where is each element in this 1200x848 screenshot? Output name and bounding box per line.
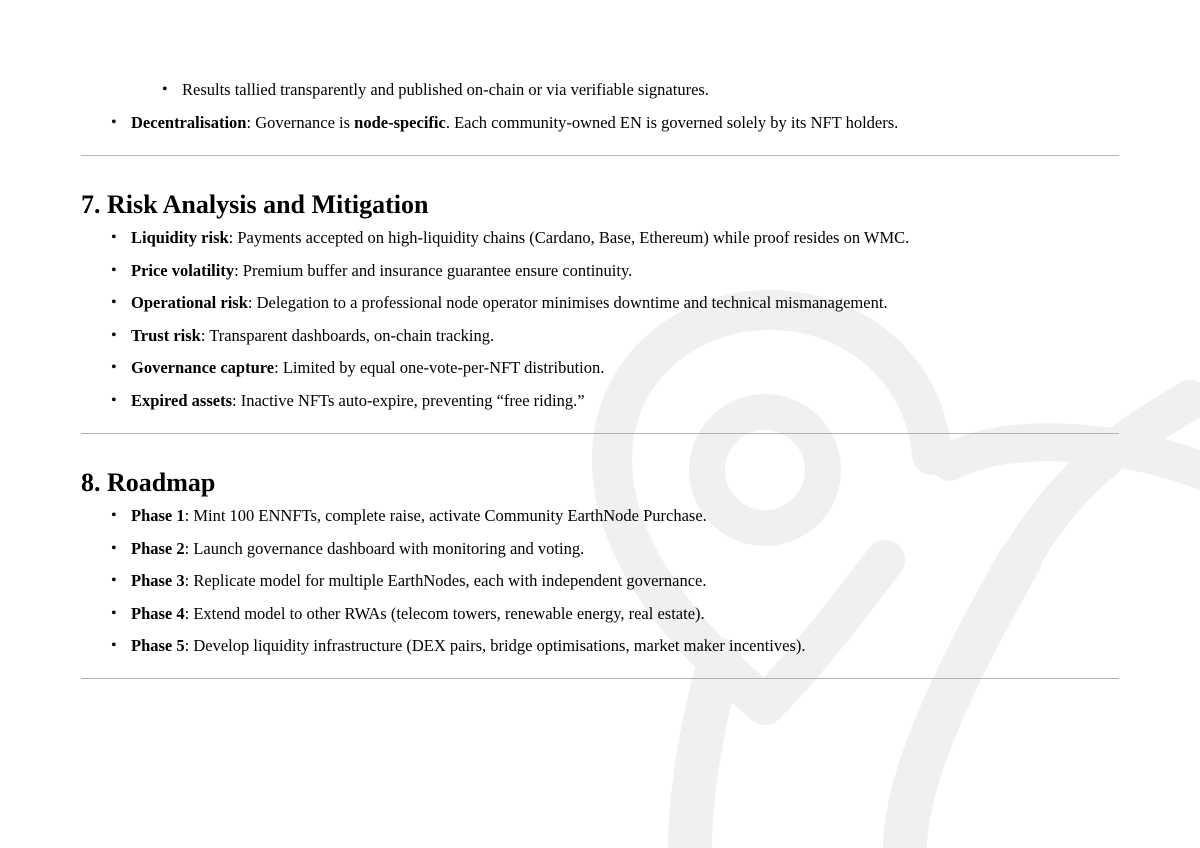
list-item-text: : Limited by equal one-vote-per-NFT distribution. — [274, 358, 605, 377]
list-item-text: : Premium buffer and insurance guarantee ensure continuity. — [234, 260, 633, 280]
risk-list — [131, 228, 909, 423]
list-item-text: : Transparent dashboards, on-chain tracking. — [200, 325, 495, 345]
list-item — [131, 636, 806, 656]
list-item-term: Operational risk — [131, 293, 248, 312]
list-item-term: Decentralisation — [131, 113, 247, 132]
list-item-decentralisation — [131, 113, 898, 133]
list-item — [131, 604, 806, 624]
list-item — [131, 539, 806, 559]
list-item — [131, 228, 909, 248]
governance-sub-list — [182, 80, 709, 100]
list-item-text: Results tallied transparently and published on-chain or via verifiable signatures. — [182, 80, 709, 99]
list-item-emphasis: node-specific — [354, 113, 446, 132]
list-item-text: : Mint 100 ENNFTs, complete raise, activate Community EarthNode Purchase. — [184, 506, 707, 525]
roadmap-list — [131, 506, 806, 669]
list-item — [131, 391, 909, 411]
list-item-term: Liquidity risk — [131, 228, 229, 247]
list-item-text: : Inactive NFTs auto-expire, preventing “free riding.” — [232, 390, 585, 410]
list-item-term: Phase 3 — [131, 571, 185, 590]
list-item — [131, 293, 909, 313]
list-item-text: : Launch governance dashboard with monitoring and voting. — [184, 538, 585, 558]
list-item-term: Governance capture — [131, 358, 275, 377]
section-heading-risk-analysis: 7. Risk Analysis and Mitigation — [81, 190, 429, 219]
governance-list — [131, 113, 898, 133]
list-item-text: : Extend model to other RWAs (telecom towers, renewable energy, real estate). — [184, 603, 705, 623]
list-item-term: Trust risk — [131, 325, 201, 345]
list-item-text: . Each community-owned EN is governed solely by its NFT holders. — [445, 113, 899, 132]
list-item-text: : Replicate model for multiple EarthNodes, each with independent governance. — [184, 571, 707, 590]
list-item-term: Phase 4 — [131, 603, 185, 623]
list-item — [182, 80, 709, 100]
list-item — [131, 358, 909, 378]
list-item-text: : Governance is — [246, 113, 355, 132]
section-divider — [81, 678, 1119, 679]
list-item — [131, 261, 909, 281]
list-item-text: : Develop liquidity infrastructure (DEX pairs, bridge optimisations, market maker incentives). — [184, 636, 806, 655]
section-heading-roadmap: 8. Roadmap — [81, 468, 216, 497]
list-item-text: : Delegation to a professional node operator minimises downtime and technical mismanagement. — [247, 293, 888, 312]
list-item-term: Phase 2 — [131, 538, 185, 558]
list-item — [131, 571, 806, 591]
section-divider — [81, 155, 1119, 156]
section-divider — [81, 433, 1119, 434]
list-item-term: Phase 5 — [131, 636, 185, 655]
list-item-term: Phase 1 — [131, 506, 185, 525]
list-item-term: Price volatility — [131, 260, 235, 280]
list-item-text: : Payments accepted on high-liquidity chains (Cardano, Base, Ethereum) while proof resides on WMC. — [228, 228, 910, 247]
list-item — [131, 506, 806, 526]
list-item — [131, 326, 909, 346]
list-item-term: Expired assets — [131, 390, 232, 410]
